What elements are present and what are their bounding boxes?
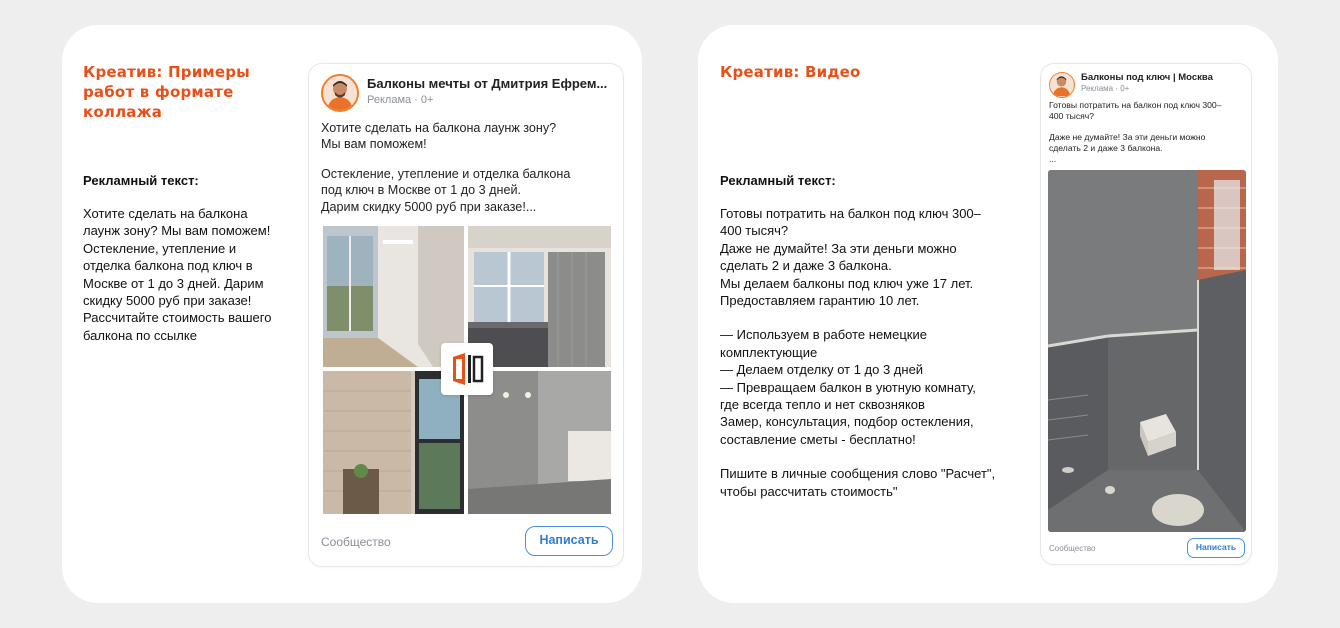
- community-label: Сообщество: [321, 535, 391, 549]
- ad-text-line: лаунж зону? Мы вам поможем!: [83, 223, 271, 239]
- creative-title: Креатив: Видео: [720, 63, 861, 81]
- post-meta: Реклама · 0+: [367, 94, 434, 106]
- post-text-paragraph: Готовы потратить на балкон под ключ 300– 400 тысяч?: [1049, 100, 1222, 121]
- write-message-button[interactable]: Написать: [1187, 538, 1245, 558]
- person-avatar-icon: [1050, 73, 1073, 96]
- creative-card-video: [698, 25, 1278, 603]
- person-avatar-icon: [323, 76, 357, 110]
- ad-text-body: [83, 205, 298, 344]
- post-text: [321, 120, 613, 215]
- ad-text-paragraph: — Используем в работе немецкие комплектующие — Делаем отделку от 1 до 3 дней — Превращаем балкон в уютную комнату, где всегда тепло и нет сквозняков Замер, консультация, подбор остекления, составление сметы - бесплатно!: [720, 327, 976, 447]
- post-text-paragraph: Даже не думайте! За эти деньги можно сделать 2 и даже 3 балкона. ...: [1049, 132, 1206, 164]
- brand-logo-icon: [441, 343, 493, 395]
- creative-card-collage: [62, 25, 642, 603]
- ad-post-preview: [308, 63, 624, 567]
- ad-text-line: Хотите сделать на балкона: [83, 206, 248, 221]
- ad-text-label: Рекламный текст:: [83, 173, 199, 188]
- avatar[interactable]: [321, 74, 359, 112]
- post-meta: Реклама · 0+: [1081, 84, 1130, 93]
- video-player[interactable]: [1048, 170, 1246, 532]
- ad-post-preview: [1040, 63, 1252, 565]
- post-text: [1049, 100, 1245, 165]
- ad-text-paragraph: Готовы потратить на балкон под ключ 300– 400 тысяч? Даже не думайте! За эти деньги можно сделать 2 и даже 3 балкона. Мы делаем балконы под ключ уже 17 лет. Предоставляем гарантию 10 лет.: [720, 206, 981, 309]
- ad-text-line: скидку 5000 руб при заказе!: [83, 293, 252, 309]
- ad-text-line: балкона по ссылке: [83, 327, 197, 343]
- ad-text-line: Рассчитайте стоимость вашего: [83, 310, 272, 326]
- avatar[interactable]: [1049, 72, 1075, 98]
- ad-text-line: Москве от 1 до 3 дней. Дарим: [83, 275, 264, 291]
- post-text-paragraph: Остекление, утепление и отделка балкона под ключ в Москве от 1 до 3 дней. Дарим скидку 5000 руб при заказе!...: [321, 166, 571, 214]
- post-author-name[interactable]: Балконы мечты от Дмитрия Ефрем...: [367, 76, 608, 91]
- community-label: Сообщество: [1049, 544, 1096, 553]
- post-author-name[interactable]: Балконы под ключ | Москва: [1081, 72, 1213, 83]
- ad-text-line: отделка балкона под ключ в: [83, 258, 253, 274]
- ad-text-paragraph: Пишите в личные сообщения слово "Расчет", чтобы рассчитать стоимость": [720, 466, 996, 499]
- creative-title: Креатив: Примеры работ в формате коллажа: [83, 63, 250, 121]
- post-text-paragraph: Хотите сделать на балкона лаунж зону? Мы вам поможем!: [321, 121, 557, 152]
- write-message-button[interactable]: Написать: [525, 526, 613, 556]
- photo-collage[interactable]: [323, 226, 611, 514]
- ad-text-line: Остекление, утепление и: [83, 240, 237, 256]
- video-frame-icon: [1048, 170, 1246, 532]
- ad-text-body: [720, 205, 1020, 500]
- ad-text-label: Рекламный текст:: [720, 173, 836, 188]
